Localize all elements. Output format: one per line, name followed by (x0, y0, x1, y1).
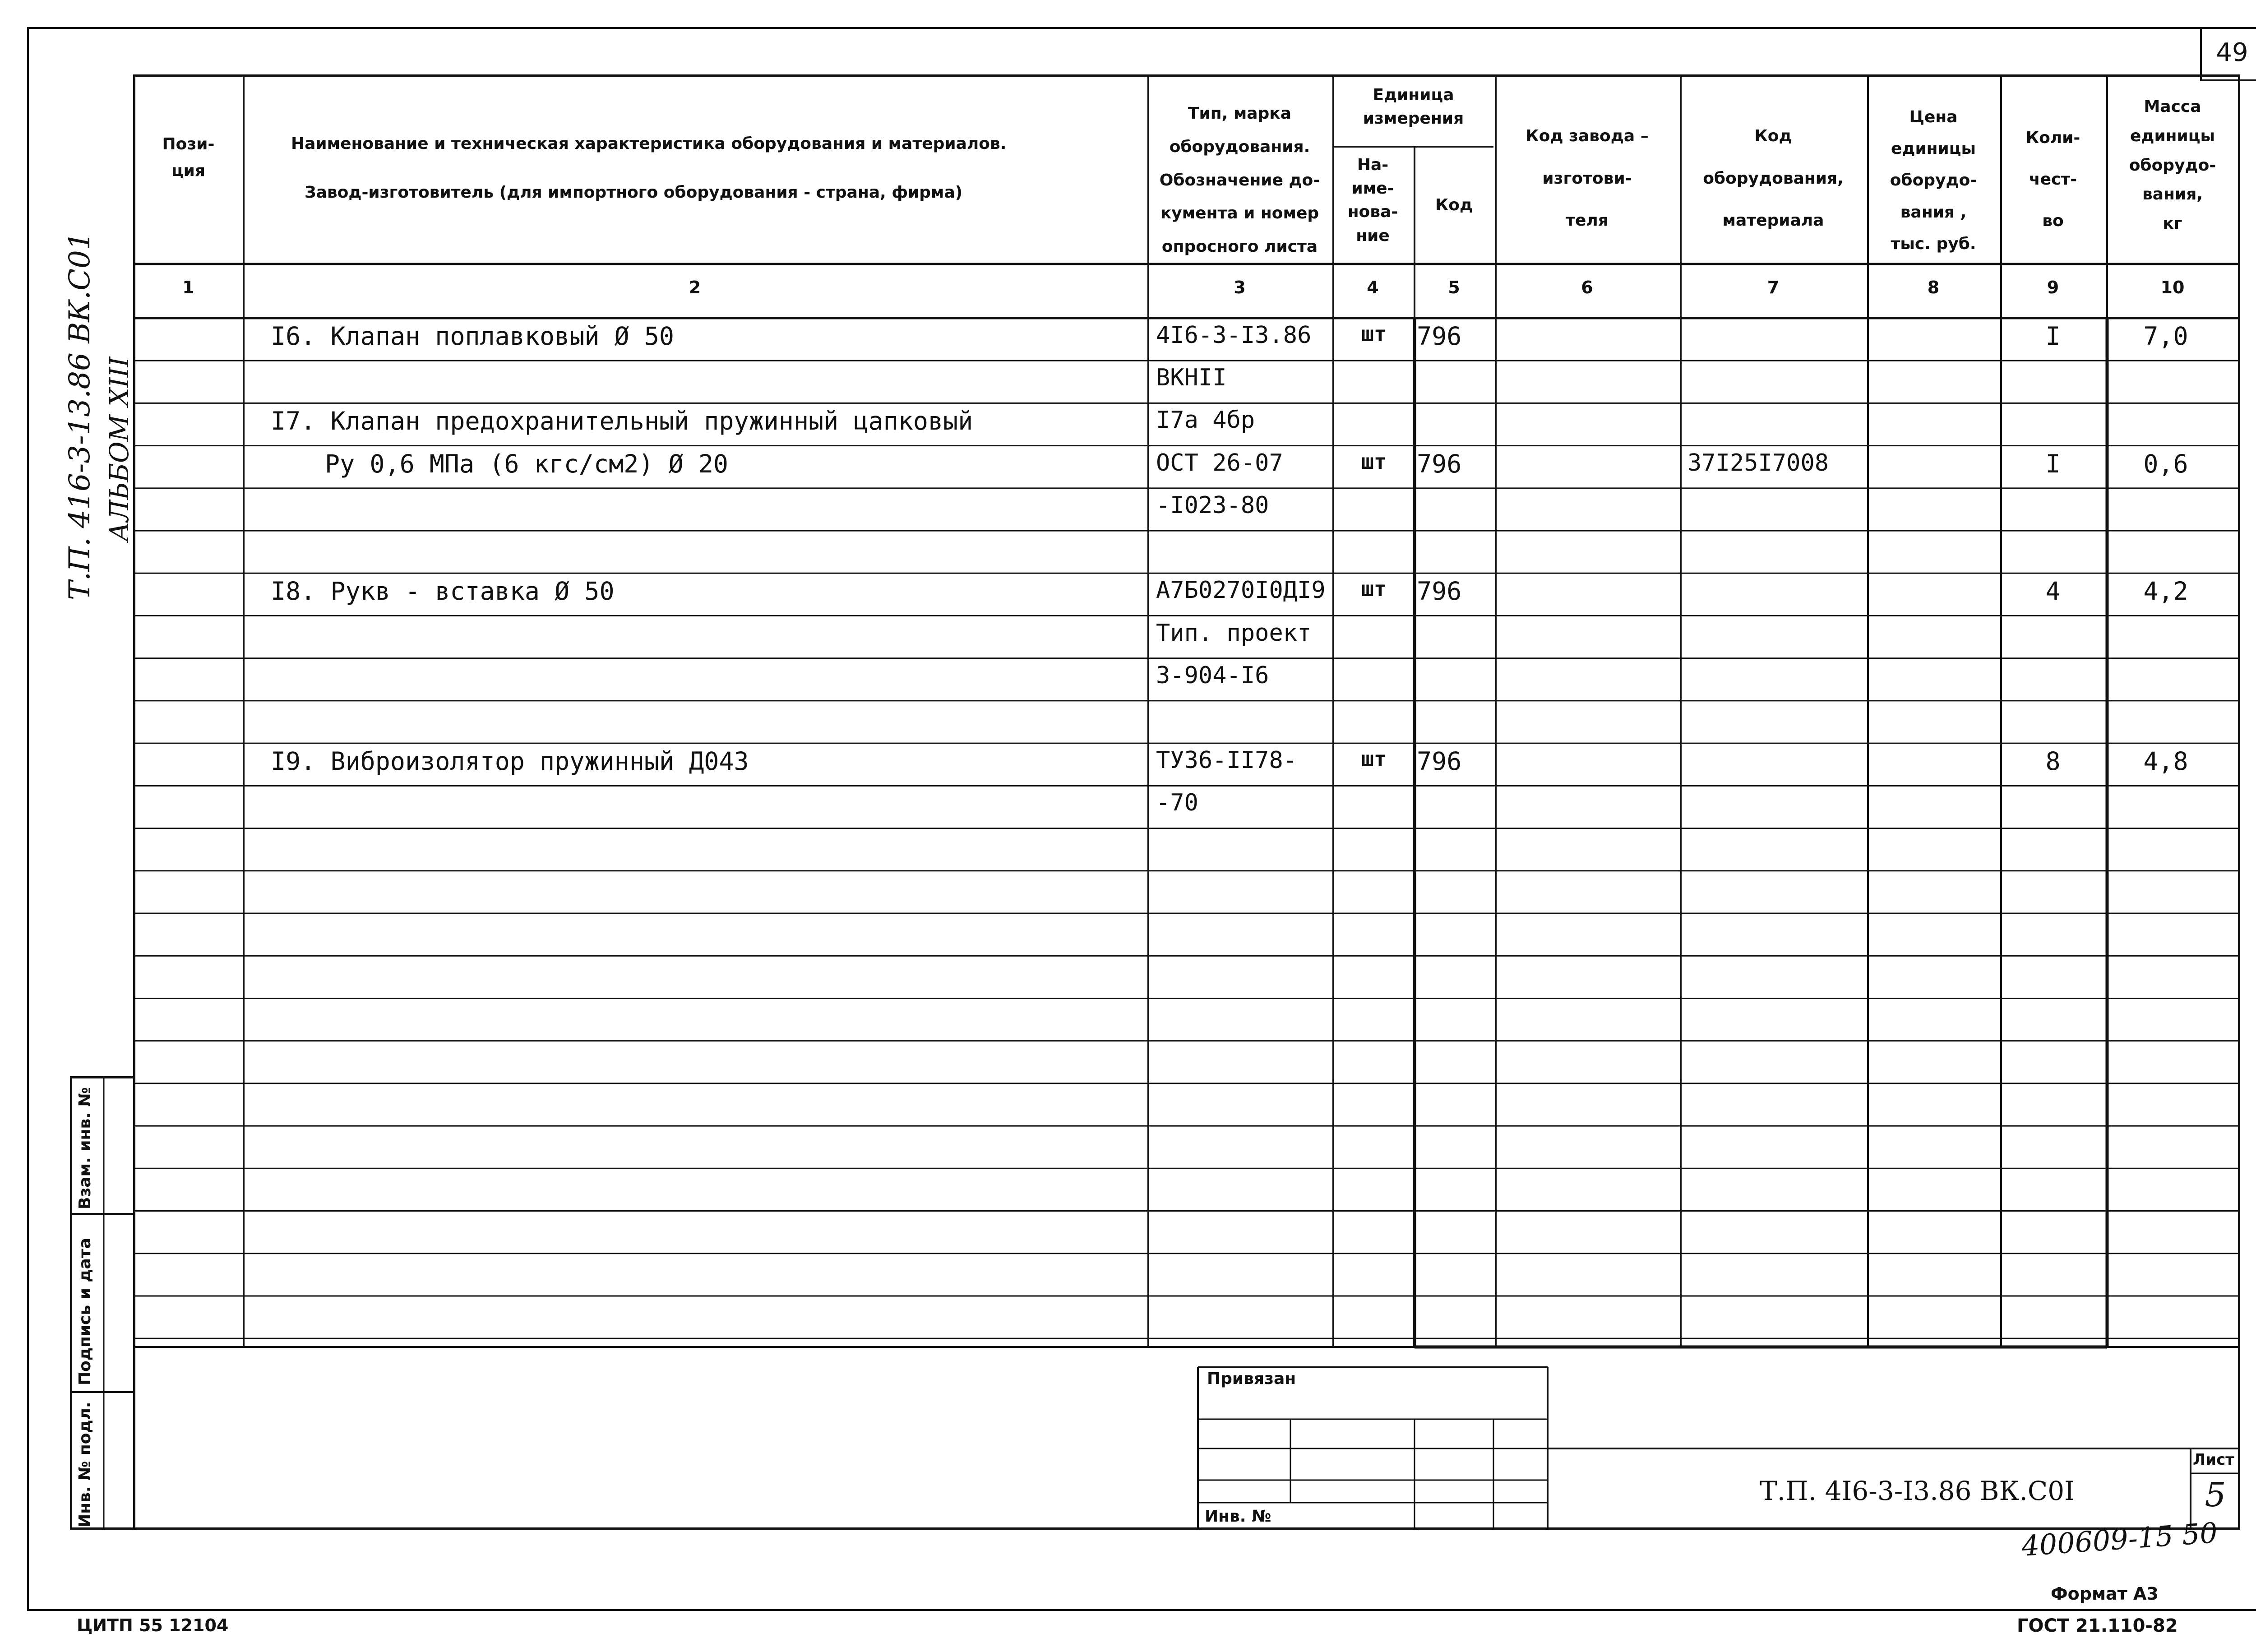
header-text: Код (1435, 196, 1473, 214)
cell-code: 796 (1417, 747, 1462, 776)
header-text: нова- (1347, 203, 1398, 222)
side-handwritten-album: АЛЬБОМ XIII (104, 356, 134, 541)
header-text: оборудо- (1890, 171, 1977, 190)
header-text: Код (1754, 127, 1792, 145)
column-number: 2 (689, 278, 701, 297)
header-text: На- (1357, 156, 1389, 174)
side-label-vzam: Взам. инв. № (76, 1087, 94, 1209)
header-unit-code (1415, 192, 1493, 218)
side-label-inv: Инв. № подл. (76, 1402, 94, 1527)
header-equipment-code (1681, 115, 1866, 242)
cell-code: 796 (1417, 322, 1462, 351)
cell-code: 796 (1417, 577, 1462, 606)
header-text: Тип, марка (1188, 104, 1292, 123)
cell-code: 796 (1417, 449, 1462, 478)
cell-name: I9. Виброизолятор пружинный Д043 (271, 747, 749, 776)
header-text: Код завода – (1526, 127, 1649, 145)
stamp-privyazan: Привязан (1207, 1370, 1296, 1388)
header-unit-name (1333, 153, 1412, 248)
stamp-designation: Т.П. 4I6-3-I3.86 ВК.С0I (1760, 1476, 2075, 1506)
column-number: 3 (1234, 278, 1246, 297)
header-text: измерения (1363, 109, 1464, 128)
header-text: Коли- (2025, 129, 2080, 147)
header-text: Наименование и техническая характеристика оборудования и материалов. (291, 134, 1007, 153)
header-quantity (2001, 117, 2105, 241)
column-number: 5 (1448, 278, 1460, 297)
header-factory-code (1496, 115, 1678, 242)
cell-qty: 4 (2045, 577, 2061, 606)
cell-unit: шт (1361, 322, 1387, 346)
header-text: чест- (2029, 170, 2077, 189)
header-text: единицы (2130, 126, 2215, 145)
footer-right: ГОСТ 21.110-82 (2017, 1615, 2178, 1636)
side-label-podpis: Подпись и дата (76, 1238, 94, 1385)
column-number: 8 (1927, 278, 1940, 297)
cell-mass: 7,0 (2143, 322, 2188, 351)
header-text: опросного листа (1161, 237, 1318, 256)
header-text: теля (1566, 211, 1609, 230)
header-text: тыс. руб. (1891, 234, 1976, 253)
header-text: единицы (1891, 139, 1976, 158)
header-text: оборудования. (1169, 137, 1310, 156)
header-text: Завод-изготовитель (для импортного оборудования - страна, фирма) (305, 183, 963, 202)
cell-type: -70 (1156, 789, 1198, 817)
column-number: 9 (2047, 278, 2059, 297)
header-text: оборудования, (1703, 169, 1844, 188)
cell-type: А7Б0270I0ДI9 (1156, 577, 1326, 604)
header-text: Цена (1909, 108, 1958, 126)
page-number: 49 (2216, 38, 2248, 67)
header-name (291, 120, 1148, 217)
header-text: име- (1351, 179, 1394, 198)
cell-equip_code: 37I25I7008 (1687, 449, 1829, 477)
header-text: изготови- (1542, 169, 1632, 188)
cell-type: Тип. проект (1156, 619, 1312, 647)
column-number: 6 (1581, 278, 1593, 297)
cell-qty: 8 (2045, 747, 2061, 776)
cell-mass: 4,8 (2143, 747, 2188, 776)
cell-type: ВКНII (1156, 364, 1227, 392)
cell-unit: шт (1361, 449, 1387, 474)
column-number: 10 (2160, 278, 2185, 297)
header-text: Масса (2144, 97, 2201, 116)
cell-type: ОСТ 26-07 (1156, 449, 1283, 477)
sheet-number: 5 (2205, 1476, 2226, 1514)
cell-mass: 4,2 (2143, 577, 2188, 606)
cell-name: I7. Клапан предохранительный пружинный цапковый (271, 407, 973, 436)
footer-left: ЦИТП 55 12104 (77, 1615, 229, 1635)
header-text: Единица (1373, 86, 1454, 104)
cell-name: I6. Клапан поплавковый Ø 50 (271, 322, 675, 351)
header-text: ние (1356, 226, 1390, 245)
column-number: 4 (1367, 278, 1379, 297)
header-unit-group (1333, 83, 1493, 130)
cell-name: Ру 0,6 МПа (6 кгс/см2) Ø 20 (325, 449, 729, 478)
header-text: кумента и номер (1160, 204, 1319, 223)
header-text: вания , (1900, 203, 1967, 222)
header-position (135, 131, 241, 185)
header-text: Обозначение до- (1159, 171, 1320, 190)
header-text: кг (2163, 214, 2182, 233)
header-text: оборудо- (2129, 156, 2216, 175)
cell-type: 4I6-3-I3.86 (1156, 322, 1312, 349)
side-handwritten-designation: Т.П. 416-3-13.86 ВК.С01 (63, 231, 97, 600)
cell-unit: шт (1361, 577, 1387, 602)
format-label: Формат А3 (2051, 1584, 2159, 1604)
header-text: Пози- (162, 135, 215, 153)
cell-name: I8. Рукв - вставка Ø 50 (271, 577, 615, 606)
cell-type: 3-904-I6 (1156, 662, 1269, 689)
cell-type: -I023-80 (1156, 491, 1269, 519)
cell-qty: I (2045, 322, 2061, 351)
header-text: материала (1722, 211, 1824, 230)
stamp-inv-no: Инв. № (1205, 1507, 1271, 1526)
cell-qty: I (2045, 449, 2061, 478)
column-number: 7 (1767, 278, 1780, 297)
column-number: 1 (182, 278, 194, 297)
header-mass (2107, 93, 2238, 239)
header-price (1868, 102, 1999, 260)
cell-type: ТУ36-II78- (1156, 747, 1298, 774)
header-text: во (2042, 211, 2064, 230)
cell-unit: шт (1361, 747, 1387, 772)
sheet-label: Лист (2193, 1451, 2234, 1469)
handwritten-archive-code: 400609-15 50 (2020, 1516, 2219, 1563)
header-type (1148, 97, 1331, 264)
header-text: ция (171, 162, 206, 180)
cell-mass: 0,6 (2143, 449, 2188, 478)
cell-type: I7а 4бр (1156, 407, 1255, 434)
header-text: вания, (2142, 185, 2203, 204)
